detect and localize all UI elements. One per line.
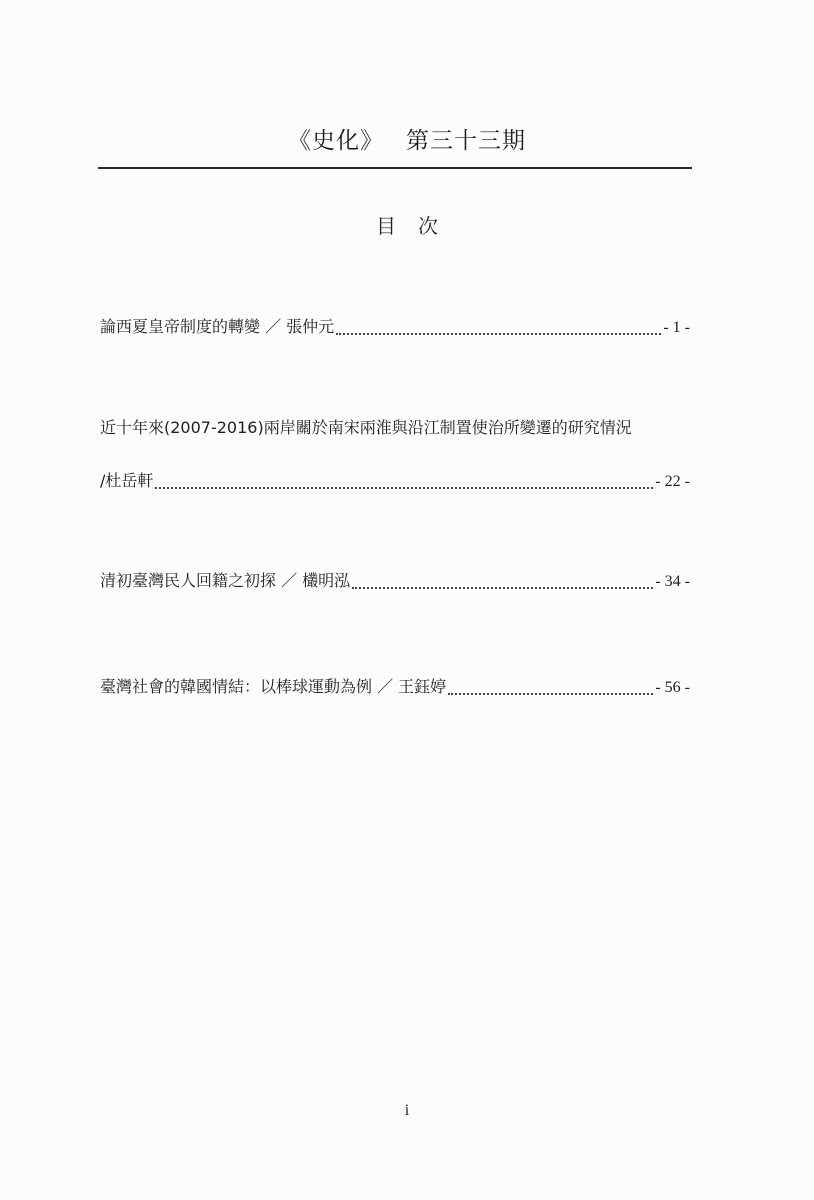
toc-entry-page: - 34 - bbox=[655, 573, 690, 590]
journal-name: 《史化》 bbox=[288, 128, 384, 154]
dot-leader bbox=[352, 573, 653, 589]
toc-entry-page: - 22 - bbox=[655, 473, 690, 490]
toc-entry-title-line1: 近十年來(2007-2016)兩岸關於南宋兩淮與沿江制置使治所變遷的研究情況 bbox=[100, 418, 632, 437]
title-rule bbox=[98, 167, 692, 169]
toc-entry-title: 清初臺灣民人回籍之初探 ／ 欉明泓 bbox=[100, 571, 351, 590]
toc-entry bbox=[100, 316, 690, 339]
dot-leader bbox=[448, 679, 653, 695]
toc-entry bbox=[100, 470, 690, 493]
toc-heading: 目次 bbox=[376, 214, 460, 238]
toc-entry-title-line2: /杜岳軒 bbox=[100, 471, 154, 490]
dot-leader bbox=[336, 319, 661, 335]
journal-title bbox=[0, 122, 814, 155]
toc-entry-title: 論西夏皇帝制度的轉變 ／ 張仲元 bbox=[100, 317, 335, 336]
toc-entry bbox=[100, 676, 690, 699]
dot-leader bbox=[155, 473, 653, 489]
page-folio: i bbox=[404, 1102, 410, 1119]
toc-entry bbox=[100, 570, 690, 593]
toc-entry-page: - 56 - bbox=[655, 679, 690, 696]
toc-entry-page: - 1 - bbox=[663, 319, 690, 336]
toc-entry-title: 臺灣社會的韓國情結：以棒球運動為例 ／ 王鈺婷 bbox=[100, 677, 447, 696]
journal-issue: 第三十三期 bbox=[406, 128, 526, 154]
